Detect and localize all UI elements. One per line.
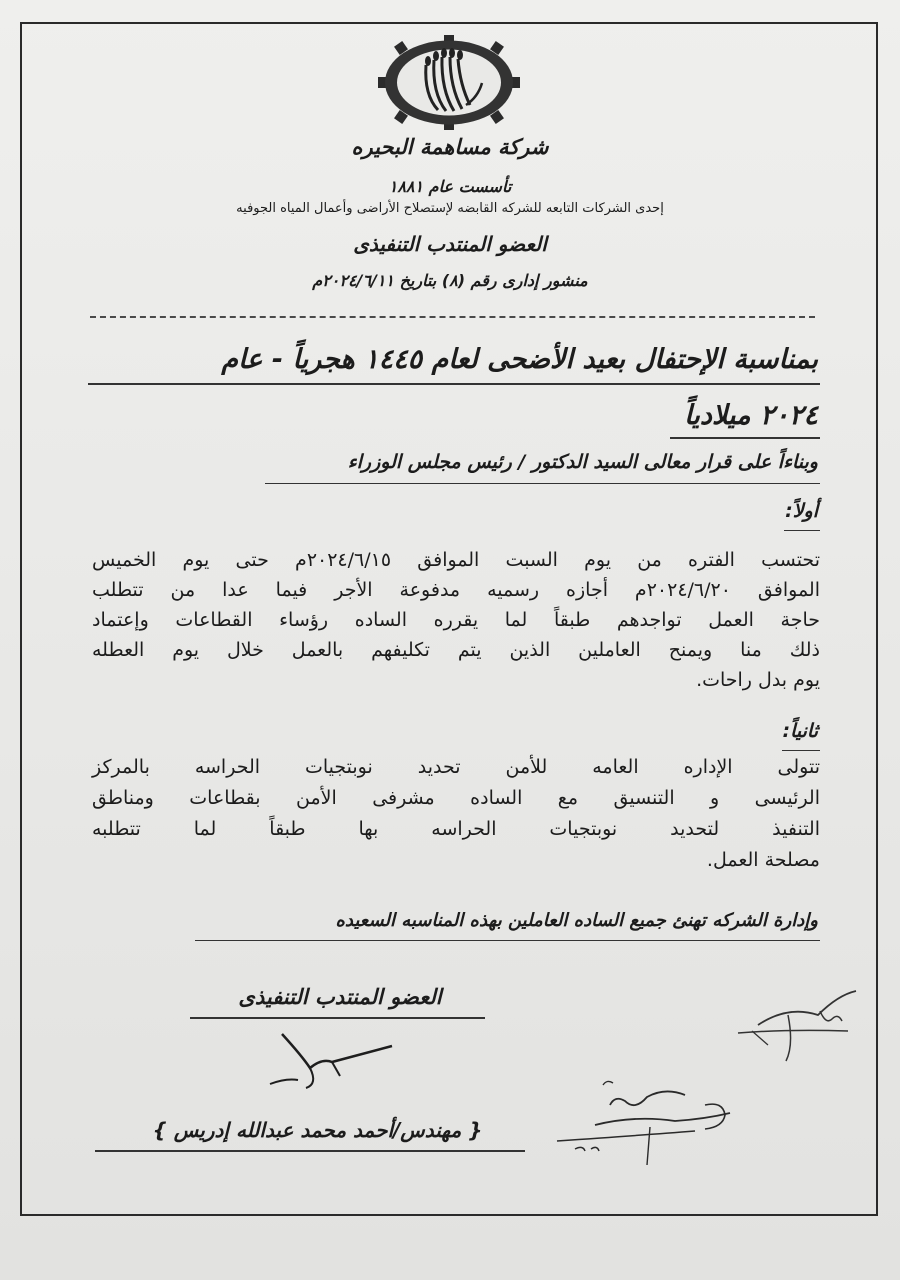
handwritten-approval-note bbox=[555, 1075, 740, 1175]
paragraph-line: تتولى الإداره العامه للأمن تحديد نوبتجيات الحراسه بالمركز bbox=[92, 756, 820, 778]
signatory-title-underline bbox=[190, 1017, 485, 1019]
paragraph-line: الموافق ٢٠٢٤/٦/٢٠م أجازه رسميه مدفوعة الأجر فيما عدا من تتطلب bbox=[92, 579, 820, 601]
handwritten-signature bbox=[262, 1028, 402, 1094]
subject-underline-2 bbox=[670, 437, 820, 439]
company-gear-logo bbox=[378, 35, 520, 130]
section-2-heading: ثانياً: bbox=[782, 720, 818, 742]
affiliation-line: إحدى الشركات التابعه للشركه القابضه لإستصلاح الأراضى وأعمال المياه الجوفيه bbox=[236, 201, 664, 216]
section-1-heading: أولاً: bbox=[785, 500, 818, 522]
section-2-underline bbox=[782, 750, 820, 751]
paragraph-line: الرئيسى و التنسيق مع الساده مشرفى الأمن بقطاعات ومناطق bbox=[92, 787, 820, 809]
subject-line-1: بمناسبة الإحتفال بعيد الأضحى لعام ١٤٤٥ هجرياً - عام bbox=[221, 344, 818, 375]
paragraph-line: مصلحة العمل. bbox=[706, 849, 820, 871]
issuer-title: العضو المنتدب التنفيذى bbox=[353, 232, 547, 256]
section-1-paragraph bbox=[92, 545, 820, 695]
paragraph-line: تحتسب الفتره من يوم السبت الموافق ٢٠٢٤/٦/١٥م حتى يوم الخميس bbox=[92, 549, 820, 571]
closing-underline bbox=[195, 940, 820, 941]
section-1-underline bbox=[784, 530, 820, 531]
closing-greeting: وإدارة الشركه تهنئ جميع الساده العاملين بهذه المناسبه السعيده bbox=[335, 910, 818, 931]
circular-number-date: منشور إدارى رقم (٨) بتاريخ ٢٠٢٤/٦/١١م bbox=[312, 271, 588, 290]
subject-underline bbox=[88, 383, 820, 385]
basis-statement: وبناءاً على قرار معالى السيد الدكتور / رئيس مجلس الوزراء bbox=[347, 451, 818, 473]
paragraph-line: حاجة العمل تواجدهم طبقاً لما يقرره الساده رؤساء القطاعات وإعتماد bbox=[92, 609, 820, 631]
margin-initials bbox=[728, 985, 863, 1065]
basis-underline bbox=[265, 483, 820, 484]
signatory-name-underline bbox=[95, 1150, 525, 1152]
subject-line-2: ٢٠٢٤ ميلادياً bbox=[684, 400, 818, 431]
signatory-name: { مهندس/أحمد محمد عبدالله إدريس } bbox=[152, 1118, 483, 1142]
company-name: شركة مساهمة البحيره bbox=[351, 135, 549, 159]
paragraph-line: ذلك منا ويمنح العاملين الذين يتم تكليفهم بالعمل خلال يوم العطله bbox=[92, 639, 820, 661]
signatory-title: العضو المنتدب التنفيذى bbox=[238, 985, 442, 1009]
header-divider bbox=[90, 316, 815, 318]
paragraph-line: يوم بدل راحات. bbox=[696, 669, 820, 691]
paragraph-line: التنفيذ لتحديد نوبتجيات الحراسه بها طبقاً لما تتطلبه bbox=[92, 818, 820, 840]
section-2-paragraph bbox=[92, 752, 820, 876]
established-year: تأسست عام ١٨٨١ bbox=[388, 177, 512, 196]
